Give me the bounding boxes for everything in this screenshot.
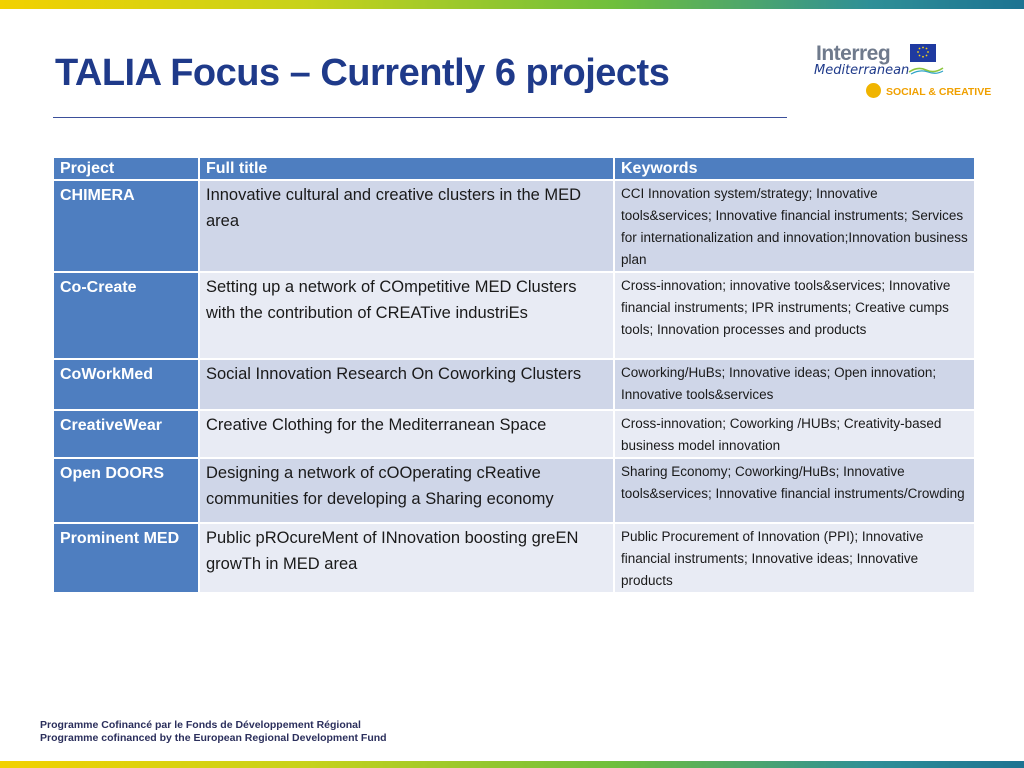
- table-row: [53, 180, 975, 272]
- project-name: CreativeWear: [53, 410, 199, 458]
- badge-label: SOCIAL & CREATIVE: [886, 86, 992, 98]
- social-creative-icon: [866, 83, 881, 98]
- project-full-title: Creative Clothing for the Mediterranean Space: [199, 410, 614, 458]
- table-row: [53, 359, 975, 410]
- project-name: Prominent MED: [53, 523, 199, 593]
- project-full-title: Social Innovation Research On Coworking Clusters: [199, 359, 614, 410]
- project-keywords: CCI Innovation system/strategy; Innovative tools&services; Innovative financial instruments; Services for internationalization and innovation;Innovation business plan: [614, 180, 975, 272]
- table-row: [53, 523, 975, 593]
- table-row: [53, 272, 975, 359]
- project-name: Open DOORS: [53, 458, 199, 523]
- project-keywords: Public Procurement of Innovation (PPI); Innovative financial instruments; Innovative ideas; Innovative products: [614, 523, 975, 593]
- project-name: CoWorkMed: [53, 359, 199, 410]
- table-row: [53, 410, 975, 458]
- table-header-row: [53, 157, 975, 180]
- header-project: Project: [53, 157, 199, 180]
- logo-region: Mediterranean: [814, 63, 910, 78]
- project-full-title: Innovative cultural and creative clusters in the MED area: [199, 180, 614, 272]
- project-keywords: Cross-innovation; innovative tools&services; Innovative financial instruments; IPR instruments; Creative cumps tools; Innovation processes and products: [614, 272, 975, 359]
- interreg-logo: [812, 40, 1002, 105]
- project-keywords: Sharing Economy; Coworking/HuBs; Innovative tools&services; Innovative financial instruments/Crowding: [614, 458, 975, 523]
- header-full-title: Full title: [199, 157, 614, 180]
- bottom-color-stripe: [0, 761, 1024, 768]
- logo-wordmark: Interreg: [816, 42, 891, 65]
- footer-english: Programme cofinanced by the European Regional Development Fund: [40, 732, 387, 744]
- eu-flag-icon: [910, 44, 936, 62]
- project-name: Co-Create: [53, 272, 199, 359]
- project-full-title: Setting up a network of COmpetitive MED Clusters with the contribution of CREATive industriEs: [199, 272, 614, 359]
- project-full-title: Public pROcureMent of INnovation boosting greEN growTh in MED area: [199, 523, 614, 593]
- top-color-stripe: [0, 0, 1024, 9]
- table-row: [53, 458, 975, 523]
- project-keywords: Cross-innovation; Coworking /HUBs; Creativity-based business model innovation: [614, 410, 975, 458]
- header-keywords: Keywords: [614, 157, 975, 180]
- project-keywords: Coworking/HuBs; Innovative ideas; Open innovation; Innovative tools&services: [614, 359, 975, 410]
- title-underline: [53, 117, 787, 118]
- footer-french: Programme Cofinancé par le Fonds de Développement Régional: [40, 719, 361, 731]
- wave-icon: [908, 65, 944, 75]
- project-name: CHIMERA: [53, 180, 199, 272]
- project-full-title: Designing a network of cOOperating cReative communities for developing a Sharing economy: [199, 458, 614, 523]
- projects-table: [52, 156, 976, 594]
- slide-title: TALIA Focus – Currently 6 projects: [55, 52, 670, 94]
